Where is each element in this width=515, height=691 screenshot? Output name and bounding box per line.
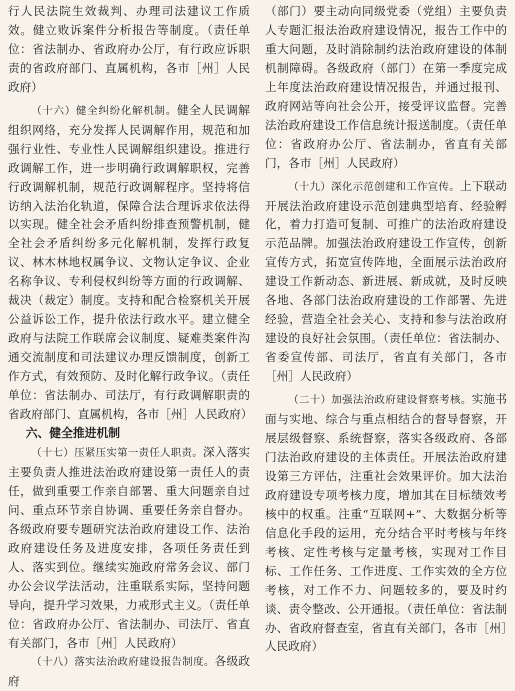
item-19-heading: （十九）深化示范创建和工作宣传。 (288, 180, 460, 193)
right-column (265, 2, 507, 654)
item-16-body: 健全人民调解组织网络，充分发挥人民调解作用，规范和加强行业性、专业性人民调解组织建设。推进行政调解工作，进一步明确行政调解职权，完善行政调解机制，规范行政调解程序。坚持将信访纳入法治化轨道，保障合法合理诉求依法得以实现。健全社会矛盾纠纷排查预警机制，健全社会矛盾纠纷多元化解机制，发挥行政复议、林木林地权属争议、文物认定争议、企业名称争议、专利侵权纠纷等方面的行政调解、裁决（裁定）制度。支持和配合检察机关开展公益诉讼工作，提升依法行政水平。建立健全政府与法院工作联席会议制度、疑难类案件沟通交流制度和司法建议办理反馈制度，创新工作方式，有效预防、及时化解行政争议。（责任单位：省法制办、司法厅，有行政调解职责的省政府部门、直属机构，各市［州］人民政府） (8, 102, 253, 422)
paragraph-report-system (8, 652, 250, 691)
paragraph-dispute-resolution (8, 101, 253, 424)
paragraph-report-continued: （部门）要主动向同级党委（党组）主要负责人专题汇报法治政府建设情况，报告工作中的重大问题，及时消除制约法治政府建设的体制机制障碍。各级政府（部门）在第一季度完成上年度法治政府建设情况报告，并通过报刊、政府网站等向社会公开，接受评议监督。完善法治政府建设工作信息统计报送制度。（责任单位：省政府办公厅、省法制办，省直有关部门，各市［州］人民政府） (265, 4, 507, 170)
paragraph-first-responsible (8, 443, 250, 652)
left-column (8, 2, 253, 689)
item-19-body: 上下联动开展法治政府建设示范创建典型培育、经验孵化，着力打造可复制、可推广的法治政府建设示范品牌。加强法治政府建设工作宣传，创新宣传方式，拓宽宣传阵地，全面展示法治政府建设工作新动态、新进展、新成就，及时反映各地、各部门法治政府建设的工作部署、先进经验，营造全社会关心、支持和参与法治政府建设的良好社会氛围。（责任单位：省法制办、省委宣传部、司法厅，省直有关部门，各市［州］人民政府） (265, 178, 507, 384)
paragraph-demonstration (265, 177, 507, 386)
item-20-heading: （二十）加强法治政府建设督察考核。 (288, 394, 472, 407)
paragraph-continuation: 行人民法院生效裁判、办理司法建议工作质效。健立败诉案件分析报告等制度。（责任单位：省法制办、省政府办公厅，有行政应诉职责的省政府部门、直属机构，各市［州］人民政府） (8, 4, 250, 94)
column-gutter (257, 2, 258, 558)
item-16-heading: （十六）健全纠纷化解机制。 (31, 104, 177, 117)
item-18-heading: （十八）落实法治政府建设报告制度。 (31, 656, 215, 669)
item-18-body: 各级政府 (8, 654, 250, 689)
section-heading: 六、健全推进机制 (25, 425, 121, 440)
paragraph-supervision (265, 390, 507, 656)
item-20-body: 实施书面与实地、综合与重点相结合的督导督察，开展层级督察、系统督察，落实各级政府、各部门法治政府建设的主体责任。开展法治政府建设第三方评估，注重社会效果评价。加大法治政府建设专项考核力度，增加其在目标绩效考核中的权重。注重“互联网+”、大数据分析等信息化手段的运用，充分结合平时考核与年终考核、定性考核与定量考核，实现对工作目标、工作任务、工作进度、工作实效的全方位考核，对工作不力、问题较多的，要及时约谈、责令整改、公开通报。（责任单位：省法制办、省政府督查室，省直有关部门，各市［州］人民政府） (265, 392, 507, 654)
two-column-layout (8, 2, 507, 689)
item-17-body: 深入落实主要负责人推进法治政府建设第一责任人的责任，做到重要工作亲自部署、重大问题亲自过问、重点环节亲自协调、重要任务亲自督办。各级政府要专题研究法治政府建设工作、法治政府建设任务及进度安排，各项任务责任到人、落实到位。继续实施政府常务会议、部门办公会议学法活动，注重联系实际，坚持问题导向，提升学习效果，力戒形式主义。（责任单位：省政府办公厅、省法制办、司法厅、省直有关部门，各市［州］人民政府） (8, 444, 250, 650)
item-17-heading: （十七）压紧压实第一责任人职责。 (31, 446, 203, 459)
